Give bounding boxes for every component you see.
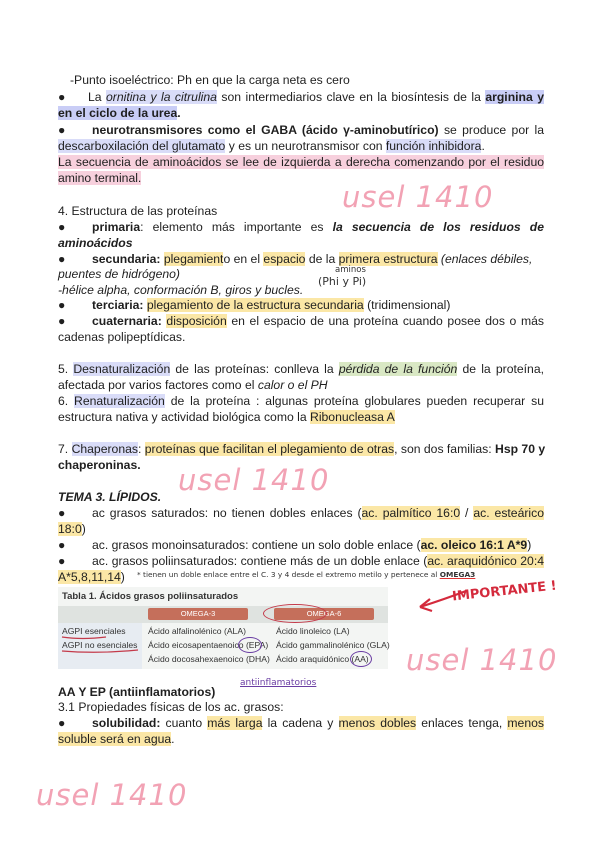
omega3-header: OMEGA-3 [148, 608, 248, 620]
handwritten-note: * tienen un doble enlace entre el C. 3 y 4 desde el extremo metilo y pertenece al OMEGA3 [137, 570, 476, 579]
table-cell: Ácido gammalinolénico (GLA) [276, 640, 390, 650]
table-cell: Ácido linoleico (LA) [276, 626, 350, 636]
text-line: soluble será en agua. [58, 732, 175, 746]
bullet: ● [58, 554, 66, 568]
text-line: 7. Chaperonas: proteínas que facilitan el plegamiento de otras, son dos familias: Hsp 70 y [58, 442, 546, 456]
bullet: ● [58, 314, 66, 328]
text-line: 3.1 Propiedades físicas de los ac. grasos: [58, 700, 284, 714]
text-line: ● ac grasos saturados: no tienen dobles enlaces (ac. palmítico 16:0 / ac. esteárico [58, 506, 544, 520]
text-line: ● terciaria: plegamiento de la estructura secundaria (tridimensional) [58, 298, 451, 312]
text-line: ● La ornitina y la citrulina son intermediarios clave en la biosíntesis de la arginina y [58, 90, 544, 104]
text-line: ● solubilidad: cuanto más larga la cadena y menos dobles enlaces tenga, menos [58, 716, 544, 730]
text-line: afectada por varios factores como el calor o el PH [58, 378, 328, 392]
text-line: A*5,8,11,14) [58, 570, 125, 584]
table-cell: Ácido docosahexaenoico (DHA) [148, 654, 270, 664]
text-line: La secuencia de aminoácidos se lee de izquierda a derecha comenzando por el residuo [58, 155, 544, 169]
bullet: ● [58, 538, 66, 552]
bullet: ● [58, 252, 66, 266]
section-heading: TEMA 3. LÍPIDOS. [58, 490, 162, 504]
text-line: ● ac. grasos poliinsaturados: contiene más de un doble enlace (ac. araquidónico 20:4 [58, 554, 544, 568]
text-line: ● secundaria: plegamiento en el espacio de la primera estructura (enlaces débiles, [58, 252, 533, 266]
text-line: -hélice alpha, conformación B, giros y bucles. [58, 283, 304, 297]
text-line: 18:0) [58, 522, 86, 536]
text-line: ● neurotransmisores como el GABA (ácido γ-aminobutírico) se produce por la [58, 123, 544, 137]
text-line: AA Y EP (antiinflamatorios) [58, 685, 216, 699]
bullet: ● [58, 716, 66, 730]
bullet: ● [58, 506, 66, 520]
handwritten-antiinflamatorios: antiinflamatorios [240, 678, 317, 688]
text-line: chaperoninas. [58, 458, 141, 472]
text-line: estructura nativa y actividad biológica como la Ribonucleasa A [58, 410, 395, 424]
text-line: amino terminal. [58, 171, 142, 185]
table-cell: Ácido alfalinolénico (ALA) [148, 626, 246, 636]
table-cell: Ácido eicosapentaenoico (EPA) [148, 640, 269, 650]
text-line: ● ac. grasos monoinsaturados: contiene un solo doble enlace (ac. oleico 16:1 A*9) [58, 538, 532, 552]
table-cell: Ácido araquidónico (AA) [276, 654, 369, 664]
bullet: ● [58, 220, 66, 234]
omega6-header: OMEGA-6 [274, 608, 374, 620]
text-line: -Punto isoeléctrico: Ph en que la carga neta es cero [70, 73, 350, 87]
watermark: usel 1410 [406, 643, 558, 677]
text-line: aminoácidos [58, 236, 133, 250]
text-line: 6. Renaturalización de la proteína : algunas proteína globulares pueden recuperar su [58, 394, 544, 408]
text-line: 5. Desnaturalización de las proteínas: conlleva la pérdida de la función de la proteína, [58, 362, 544, 376]
fatty-acid-table [58, 587, 388, 669]
handwritten-phi-pi: (Phi y Pi) [318, 275, 367, 288]
table-row-label: AGPI esenciales [62, 626, 126, 636]
text-line: descarboxilación del glutamato y es un neurotransmisor con función inhibidora. [58, 139, 485, 153]
text-line: ● primaria: elemento más importante es la secuencia de los residuos de [58, 220, 544, 234]
table-row-label: AGPI no esenciales [62, 640, 138, 650]
text-line: ● cuaternaria: disposición en el espacio de una proteína cuando posee dos o más [58, 314, 544, 328]
text-line: cadenas polipeptídicas. [58, 330, 186, 344]
table-title: Tabla 1. Ácidos grasos poliinsaturados [62, 591, 239, 602]
text-line: puentes de hidrógeno) [58, 267, 180, 281]
text-line: en el ciclo de la urea. [58, 106, 181, 120]
table-underlines [58, 587, 388, 669]
bullet: ● [58, 123, 66, 137]
watermark: usel 1410 [178, 463, 330, 497]
watermark: usel 1410 [36, 778, 188, 812]
handwritten-importante: IMPORTANTE ! [451, 578, 558, 605]
section-heading: 4. Estructura de las proteínas [58, 204, 218, 218]
bullet: ● [58, 90, 66, 104]
bullet: ● [58, 298, 66, 312]
handwritten-aminos: aminos [335, 265, 366, 275]
watermark: usel 1410 [342, 180, 494, 214]
